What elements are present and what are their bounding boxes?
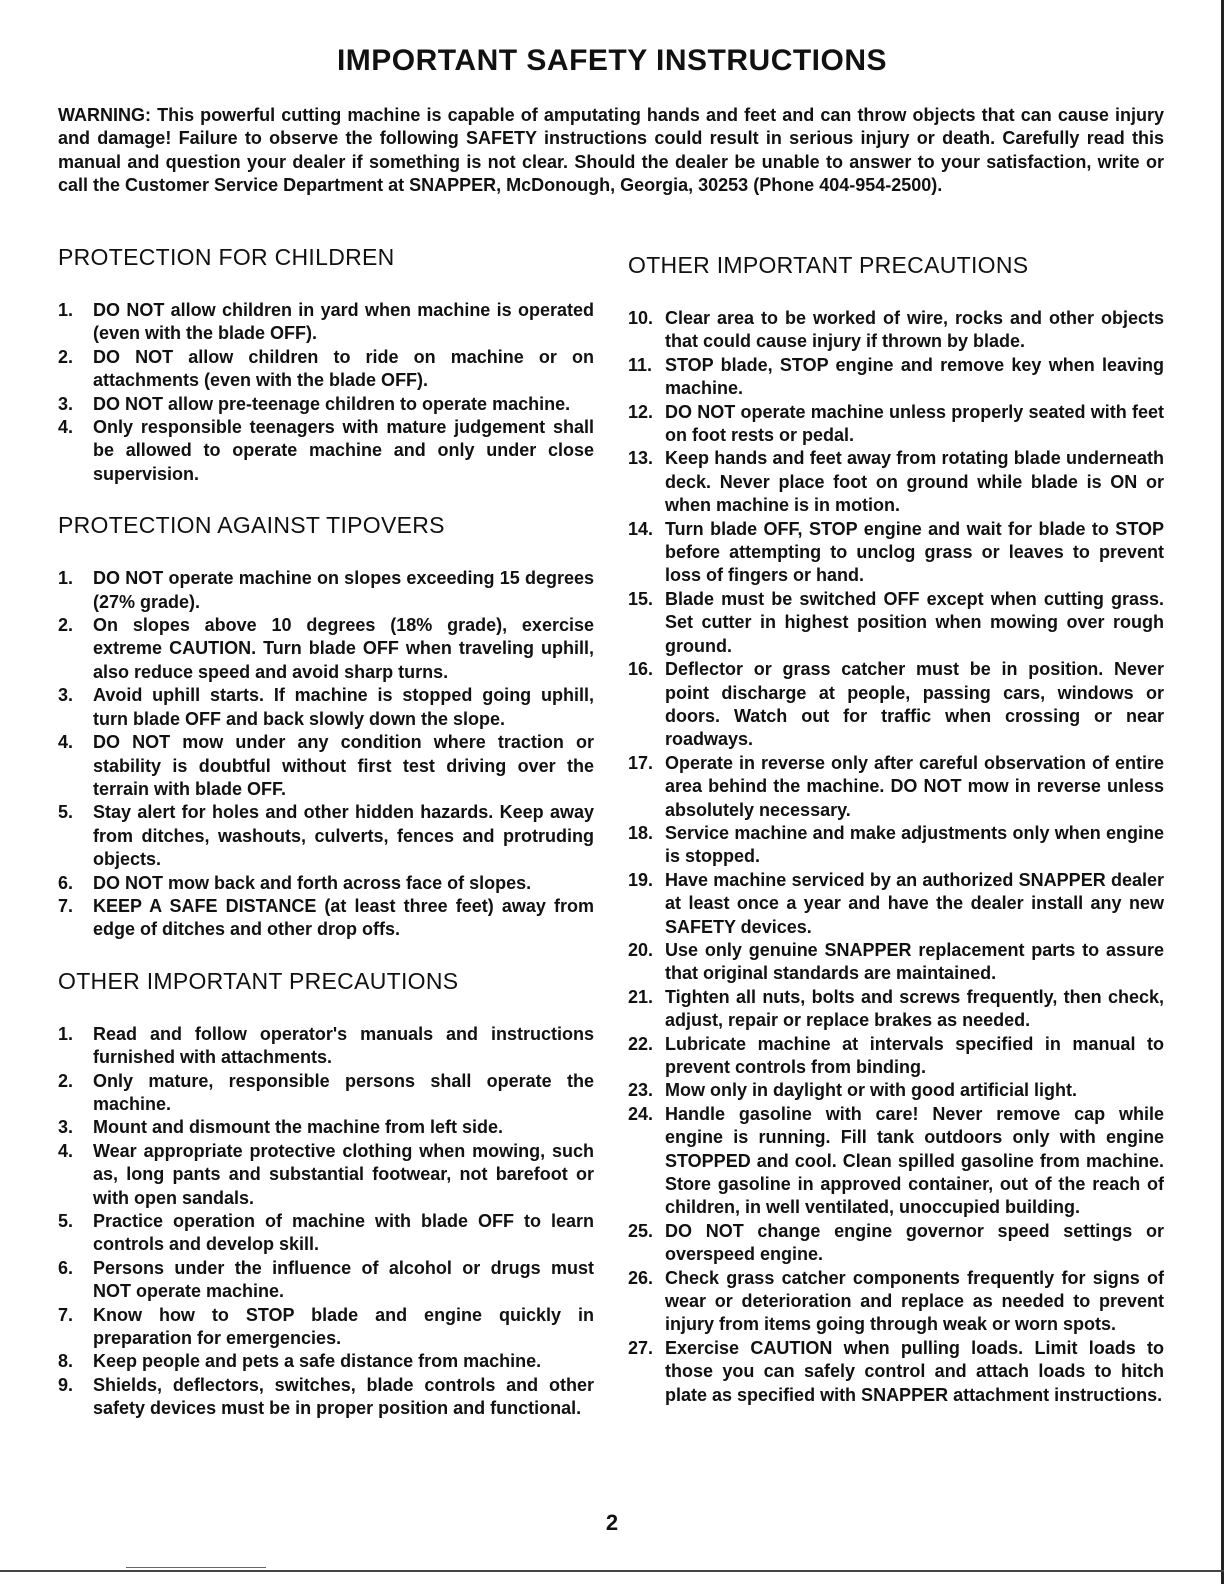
- item-text: Turn blade OFF, STOP engine and wait for blade to STOP before attempting to unclog grass or leaves to prevent loss of fingers or hand.: [665, 518, 1164, 586]
- item-text: Check grass catcher components frequently for signs of wear or deterioration and replace as needed to prevent injury from items going through weak or worn spots.: [665, 1267, 1164, 1335]
- instruction-item: [58, 1210, 594, 1257]
- item-text: Only responsible teenagers with mature judgement shall be allowed to operate machine and only under close supervision.: [93, 417, 594, 484]
- item-text: Exercise CAUTION when pulling loads. Limit loads to those you can safely control and attach loads to hitch plate as specified with SNAPPER attachment instructions.: [665, 1337, 1164, 1405]
- item-text: Mow only in daylight or with good artificial light.: [665, 1080, 1077, 1101]
- instruction-list: [58, 1023, 594, 1421]
- instruction-item: [58, 299, 594, 346]
- section-protection-against-tipovers: [58, 512, 594, 942]
- left-column: [58, 244, 594, 1447]
- instruction-item: [628, 354, 1164, 401]
- item-text: Mount and dismount the machine from left side.: [93, 1117, 504, 1138]
- item-number: 27.: [628, 1337, 654, 1358]
- item-text: Avoid uphill starts. If machine is stopped going uphill, turn blade OFF and back slowly down the slope.: [93, 685, 594, 729]
- instruction-item: [58, 684, 594, 731]
- instruction-item: [628, 869, 1164, 939]
- item-text: DO NOT change engine governor speed settings or overspeed engine.: [665, 1220, 1164, 1265]
- instruction-item: [628, 822, 1164, 869]
- instruction-item: [628, 518, 1164, 588]
- item-number: 7.: [58, 1304, 74, 1325]
- item-number: 4.: [58, 417, 74, 438]
- section-heading: OTHER IMPORTANT PRECAUTIONS: [628, 252, 1029, 278]
- item-text: Keep people and pets a safe distance from machine.: [93, 1351, 542, 1372]
- item-text: On slopes above 10 degrees (18% grade), exercise extreme CAUTION. Turn blade OFF when traveling uphill, also reduce speed and avoid sharp turns.: [93, 615, 594, 682]
- item-number: 8.: [58, 1351, 74, 1372]
- item-number: 3.: [58, 685, 74, 706]
- page-number: 2: [605, 1510, 619, 1535]
- section-heading: OTHER IMPORTANT PRECAUTIONS: [58, 967, 459, 994]
- item-number: 1.: [58, 300, 74, 320]
- item-number: 1.: [58, 1023, 74, 1044]
- instruction-item: [58, 1257, 594, 1304]
- item-number: 11.: [628, 354, 653, 375]
- scan-edge-bottom: [0, 1570, 1224, 1572]
- item-number: 21.: [628, 986, 654, 1007]
- instruction-list: [58, 567, 594, 942]
- instruction-item: [58, 895, 594, 942]
- item-text: Shields, deflectors, switches, blade controls and other safety devices must be in proper position and functional.: [93, 1374, 594, 1419]
- item-number: 10.: [628, 308, 654, 328]
- item-text: Know how to STOP blade and engine quickly in preparation for emergencies.: [93, 1304, 594, 1349]
- item-number: 3.: [58, 393, 74, 414]
- item-text: KEEP A SAFE DISTANCE (at least three feet) away from edge of ditches and other drop offs.: [93, 895, 594, 940]
- item-number: 18.: [628, 822, 654, 843]
- instruction-item: [58, 1140, 594, 1210]
- instruction-item: [58, 872, 594, 895]
- instruction-item: [628, 939, 1164, 986]
- instruction-item: [628, 986, 1164, 1033]
- item-text: Only mature, responsible persons shall operate the machine.: [93, 1070, 594, 1114]
- item-text: DO NOT mow back and forth across face of slopes.: [93, 872, 532, 893]
- instruction-item: [628, 307, 1164, 354]
- instruction-item: [628, 1267, 1164, 1337]
- item-text: DO NOT allow children to ride on machine or on attachments (even with the blade OFF).: [93, 346, 594, 391]
- item-text: Read and follow operator's manuals and instructions furnished with attachments.: [93, 1023, 594, 1068]
- item-number: 20.: [628, 939, 654, 960]
- item-text: Blade must be switched OFF except when cutting grass. Set cutter in highest position when mowing over rough ground.: [665, 588, 1164, 656]
- item-text: Deflector or grass catcher must be in position. Never point discharge at people, passing cars, windows or doors. Watch out for traffic when crossing or near roadways.: [665, 659, 1164, 750]
- item-text: Service machine and make adjustments only when engine is stopped.: [665, 822, 1164, 867]
- instruction-item: [628, 1337, 1164, 1407]
- item-number: 22.: [628, 1033, 654, 1054]
- item-number: 25.: [628, 1220, 654, 1241]
- instruction-item: [628, 401, 1164, 448]
- item-text: Tighten all nuts, bolts and screws frequently, then check, adjust, repair or replace brakes as needed.: [665, 986, 1164, 1031]
- instruction-item: [628, 658, 1164, 752]
- instruction-list: [628, 307, 1164, 1407]
- instruction-item: [628, 1033, 1164, 1080]
- section-heading: PROTECTION FOR CHILDREN: [58, 244, 395, 270]
- item-number: 4.: [58, 732, 74, 753]
- item-number: 13.: [628, 448, 654, 469]
- instruction-item: [628, 752, 1164, 822]
- instruction-item: [58, 1070, 594, 1117]
- item-number: 16.: [628, 659, 654, 680]
- item-number: 23.: [628, 1080, 654, 1101]
- section-other-precautions-left: [58, 968, 594, 1421]
- item-number: 19.: [628, 869, 654, 890]
- item-number: 24.: [628, 1103, 654, 1124]
- item-number: 2.: [58, 346, 74, 367]
- item-text: DO NOT allow pre-teenage children to operate machine.: [93, 393, 571, 414]
- item-number: 3.: [58, 1117, 74, 1138]
- item-number: 2.: [58, 615, 74, 636]
- instruction-item: [628, 447, 1164, 517]
- instruction-item: [628, 588, 1164, 658]
- instruction-item: [58, 801, 594, 871]
- warning-paragraph: WARNING: This powerful cutting machine is capable of amputating hands and feet and can throw objects that can cause injury and damage! Failure to observe the following SAFETY instructions could result in serious injury or death. Carefully read this manual and question your dealer if something is not clear. Should the dealer be unable to answer to your satisfaction, write or call the Customer Service Department at SNAPPER, McDonough, Georgia, 30253 (Phone 404-954-2500).: [58, 105, 1164, 196]
- instruction-list: [58, 299, 594, 486]
- section-other-precautions-right: [628, 252, 1164, 1407]
- item-number: 6.: [58, 1257, 74, 1278]
- item-text: Lubricate machine at intervals specified in manual to prevent controls from binding.: [665, 1033, 1164, 1077]
- item-text: Keep hands and feet away from rotating blade underneath deck. Never place foot on ground while blade is ON or when machine is in motion.: [665, 448, 1164, 516]
- item-number: 9.: [58, 1374, 74, 1395]
- instruction-item: [58, 393, 594, 416]
- item-text: Use only genuine SNAPPER replacement parts to assure that original standards are maintained.: [665, 939, 1164, 984]
- item-number: 12.: [628, 401, 654, 422]
- item-number: 26.: [628, 1267, 654, 1288]
- instruction-item: [58, 416, 594, 486]
- item-text: Wear appropriate protective clothing when mowing, such as, long pants and substantial footwear, not barefoot or with open sandals.: [93, 1140, 594, 1208]
- item-text: Have machine serviced by an authorized SNAPPER dealer at least once a year and have the dealer install any new SAFETY devices.: [665, 869, 1164, 937]
- instruction-item: [58, 1023, 594, 1070]
- instruction-item: [58, 567, 594, 614]
- instruction-item: [58, 731, 594, 801]
- item-text: Practice operation of machine with blade OFF to learn controls and develop skill.: [93, 1211, 594, 1255]
- item-text: Handle gasoline with care! Never remove cap while engine is running. Fill tank outdoors only with engine STOPPED and cool. Clean spilled gasoline from machine. Store gasoline in approved container, out of the reach of children, in well ventilated, unoccupied building.: [665, 1103, 1164, 1218]
- item-text: STOP blade, STOP engine and remove key when leaving machine.: [665, 354, 1164, 399]
- instruction-item: [58, 346, 594, 393]
- instruction-item: [58, 1374, 594, 1421]
- instruction-item: [58, 614, 594, 684]
- instruction-item: [628, 1103, 1164, 1220]
- right-column: [628, 252, 1164, 1433]
- item-number: 5.: [58, 802, 74, 823]
- item-number: 5.: [58, 1211, 74, 1231]
- instruction-item: [628, 1079, 1164, 1102]
- instruction-item: [58, 1304, 594, 1351]
- item-number: 2.: [58, 1070, 74, 1091]
- item-number: 4.: [58, 1140, 74, 1161]
- section-protection-for-children: [58, 244, 594, 486]
- item-text: DO NOT operate machine unless properly seated with feet on foot rests or pedal.: [665, 401, 1164, 446]
- item-text: Operate in reverse only after careful observation of entire area behind the machine. DO NOT mow in reverse unless absolutely necessary.: [665, 752, 1164, 820]
- item-text: DO NOT operate machine on slopes exceeding 15 degrees (27% grade).: [93, 568, 594, 612]
- section-heading: PROTECTION AGAINST TIPOVERS: [58, 512, 445, 539]
- item-number: 15.: [628, 588, 654, 609]
- item-number: 6.: [58, 872, 74, 893]
- item-number: 1.: [58, 568, 74, 589]
- item-number: 17.: [628, 752, 654, 773]
- scan-mark: [126, 1567, 266, 1568]
- item-text: DO NOT mow under any condition where traction or stability is doubtful without first test driving over the terrain with blade OFF.: [93, 732, 594, 799]
- item-number: 14.: [628, 518, 654, 539]
- item-number: 7.: [58, 895, 74, 916]
- instruction-item: [628, 1220, 1164, 1267]
- page-title: IMPORTANT SAFETY INSTRUCTIONS: [336, 44, 888, 77]
- item-text: Stay alert for holes and other hidden hazards. Keep away from ditches, washouts, culverts, fences and protruding objects.: [93, 802, 594, 870]
- item-text: DO NOT allow children in yard when machine is operated (even with the blade OFF).: [93, 300, 594, 344]
- item-text: Clear area to be worked of wire, rocks and other objects that could cause injury if thrown by blade.: [665, 308, 1164, 352]
- item-text: Persons under the influence of alcohol or drugs must NOT operate machine.: [93, 1257, 594, 1302]
- instruction-item: [58, 1350, 594, 1373]
- instruction-item: [58, 1116, 594, 1139]
